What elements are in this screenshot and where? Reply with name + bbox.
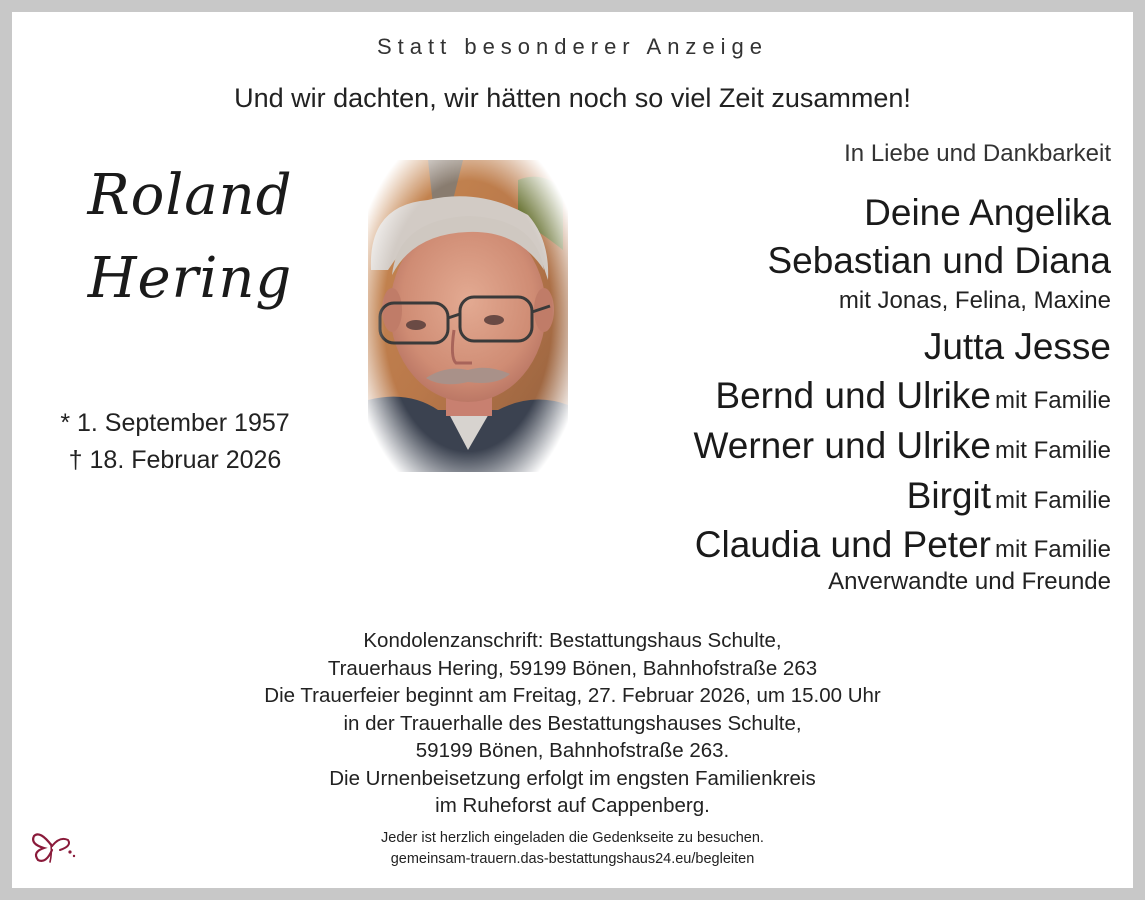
portrait-photo [368, 160, 568, 472]
info-line: 59199 Bönen, Bahnhofstraße 263. [415, 739, 730, 762]
funeral-info [0, 627, 1145, 820]
footer-invitation: Jeder ist herzlich eingeladen die Gedenkseite zu besuchen. [381, 830, 764, 846]
mourner-suffix: mit Familie [994, 536, 1111, 563]
info-line: Trauerhaus Hering, 59199 Bönen, Bahnhofstraße 263 [327, 656, 818, 680]
mourner-line [907, 475, 1111, 517]
mourner-suffix: mit Familie [994, 387, 1111, 414]
info-line: Die Trauerfeier beginnt am Freitag, 27. Februar 2026, um 15.00 Uhr [264, 684, 881, 707]
mourner-name: Birgit [906, 475, 991, 516]
mourner-suffix: mit Familie [994, 487, 1111, 514]
mourner-name: Deine Angelika [864, 192, 1111, 233]
mourner-line [715, 375, 1111, 417]
death-date: † 18. Februar 2026 [68, 446, 282, 474]
mourner-name: Bernd und Ulrike [715, 375, 991, 416]
mourner-line [694, 425, 1112, 467]
info-line: in der Trauerhalle des Bestattungshauses Schulte, [343, 711, 802, 735]
deceased-first-name: Roland [87, 163, 293, 228]
birth-date: * 1. September 1957 [60, 409, 290, 437]
butterfly-icon [30, 826, 76, 866]
info-line: Die Urnenbeisetzung erfolgt im engsten Familienkreis [329, 766, 816, 790]
mourner-name: Werner und Ulrike [693, 425, 991, 466]
mourner-relatives: Anverwandte und Freunde [828, 568, 1111, 595]
mourner-children: mit Jonas, Felina, Maxine [838, 287, 1111, 314]
mourner-line [695, 524, 1111, 566]
mourners-intro: In Liebe und Dankbarkeit [844, 140, 1111, 167]
deceased-last-name: Hering [87, 246, 293, 311]
memorial-page-link[interactable]: gemeinsam-trauern.das-bestattungshaus24.eu/begleiten [390, 851, 755, 867]
mourner-name: Claudia und Peter [694, 524, 991, 565]
portrait-illustration [368, 160, 568, 472]
mourner-name: Jutta Jesse [923, 326, 1111, 367]
mourner-name: Sebastian und Diana [767, 240, 1111, 281]
mourner-suffix: mit Familie [994, 437, 1111, 464]
memorial-footer [0, 828, 1145, 870]
info-line: Kondolenzanschrift: Bestattungshaus Schulte, [363, 629, 782, 652]
memorial-quote: Und wir dachten, wir hätten noch so viel Zeit zusammen! [234, 83, 911, 113]
info-line: im Ruheforst auf Cappenberg. [435, 794, 710, 817]
announcement-heading: Statt besonderer Anzeige [376, 34, 769, 59]
